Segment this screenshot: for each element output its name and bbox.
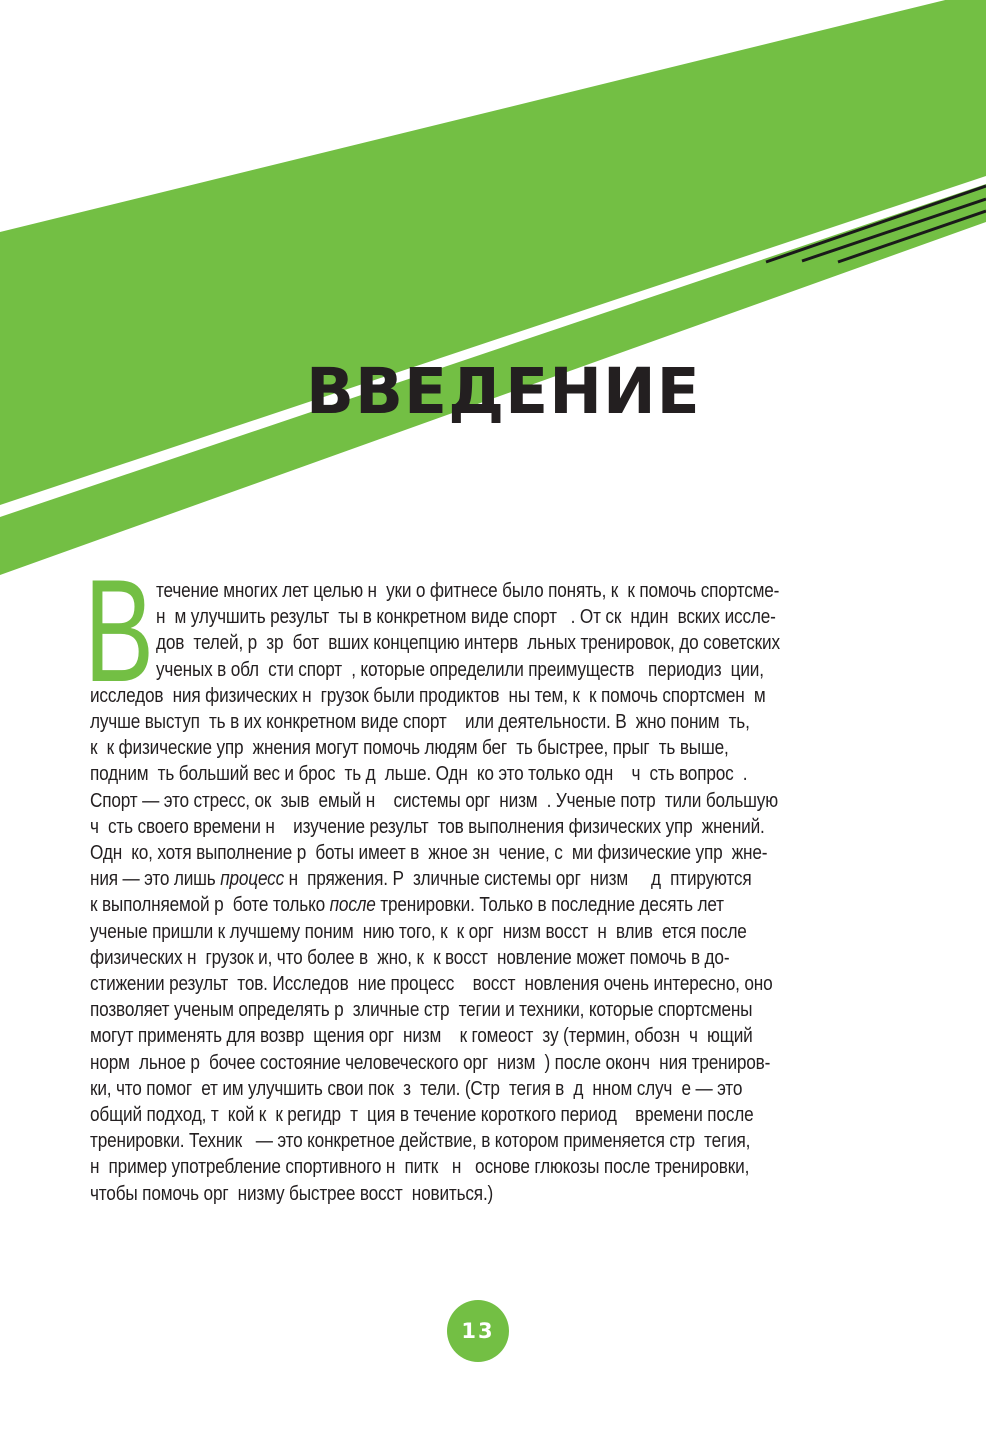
- line-text: физических н грузок и, что более в жно, к к восст новление может помочь в до-: [90, 946, 730, 969]
- body-line: [90, 683, 766, 709]
- body-line: [90, 971, 772, 997]
- line-text: ч сть своего времени н изучение результ тов выполнения физических упр жнений.: [90, 815, 765, 838]
- line-text: подним ть больший вес и брос ть д льше. Одн ко это только одн ч сть вопрос .: [90, 763, 748, 786]
- line-text: тренировки. Техник — это конкретное действие, в котором применяется стр тегия,: [90, 1130, 751, 1153]
- line-text: к выполняемой р боте только: [90, 894, 330, 917]
- line-text: к к физические упр жнения могут помочь людям бег ть быстрее, прыг ть выше,: [90, 737, 729, 760]
- body-line: [156, 604, 776, 630]
- line-text: н пряжения. Р зличные системы орг низм д птируются: [284, 868, 752, 891]
- line-text: лучше выступ ть в их конкретном виде спорт или деятельности. В жно поним ть,: [90, 711, 750, 733]
- body-line: [90, 866, 751, 892]
- body-line: [156, 657, 764, 683]
- body-line: [90, 1154, 749, 1180]
- body-line: [156, 578, 779, 604]
- page-title: ВВЕДЕНИЕ: [306, 355, 701, 428]
- body-line: [90, 1050, 770, 1076]
- body-line: [90, 945, 729, 971]
- line-text: н м улучшить результ ты в конкретном виде спорт . От ск ндин вских иссле-: [156, 606, 776, 629]
- body-line: [90, 840, 767, 866]
- line-text: тренировки. Только в последние десять лет: [375, 894, 724, 917]
- emphasis-text: после: [329, 894, 376, 917]
- line-text: ки, что помог ет им улучшить свои пок з тели. (Стр тегия в д нном случ е — это: [90, 1077, 743, 1100]
- emphasis-text: процесс: [220, 868, 285, 891]
- line-text: н пример употребление спортивного н питк н основе глюкозы после тренировки,: [90, 1156, 750, 1179]
- line-text: ученые пришли к лучшему поним нию того, к к орг низм восст н влив ется после: [90, 920, 747, 943]
- body-line: [90, 814, 765, 840]
- body-line: [90, 1181, 493, 1207]
- header-banner: [0, 0, 986, 600]
- line-text: Спорт — это стресс, ок зыв емый н системы орг низм . Ученые потр тили большую: [90, 789, 778, 812]
- body-line: [156, 630, 780, 656]
- line-text: чтобы помочь орг низму быстрее восст новиться.): [90, 1182, 494, 1205]
- page-number: 13: [461, 1319, 495, 1343]
- body-line: [90, 892, 724, 918]
- body-line: [90, 919, 747, 945]
- body-line: [90, 761, 747, 787]
- line-text: ния — это лишь: [90, 868, 221, 891]
- body-line: [90, 1023, 753, 1049]
- line-text: позволяет ученым определять р зличные стр тегии и техники, которые спортсмены: [90, 999, 753, 1022]
- line-text: исследов ния физических н грузок были продиктов ны тем, к к помочь спортсмен м: [90, 684, 766, 707]
- line-text: течение многих лет целью н уки о фитнесе было понять, к к помочь спортсме-: [156, 580, 780, 602]
- body-line: [90, 1102, 754, 1128]
- line-text: норм льное р бочее состояние человеческого орг низм ) после оконч ния трениров-: [90, 1051, 771, 1074]
- page-number-badge: [447, 1300, 509, 1362]
- body-line: [90, 735, 729, 761]
- body-line: [90, 1128, 750, 1154]
- line-text: Одн ко, хотя выполнение р боты имеет в жное зн чение, с ми физические упр жне-: [90, 842, 768, 864]
- line-text: ученых в обл сти спорт , которые определили преимуществ периодиз ции,: [156, 658, 764, 681]
- body-line: [90, 1076, 742, 1102]
- body-line: [90, 788, 778, 814]
- line-text: дов телей, р зр бот вших концепцию интерв льных тренировок, до советских: [156, 632, 780, 655]
- drop-cap: В: [84, 549, 155, 712]
- line-text: стижении результ тов. Исследов ние процесс восст новления очень интересно, оно: [90, 973, 773, 995]
- line-text: могут применять для возвр щения орг низм к гомеост зу (термин, обозн ч ющий: [90, 1025, 753, 1048]
- body-line: [90, 997, 752, 1023]
- body-line: [90, 709, 750, 735]
- line-text: общий подход, т кой к к регидр т ция в течение короткого период времени после: [90, 1104, 754, 1126]
